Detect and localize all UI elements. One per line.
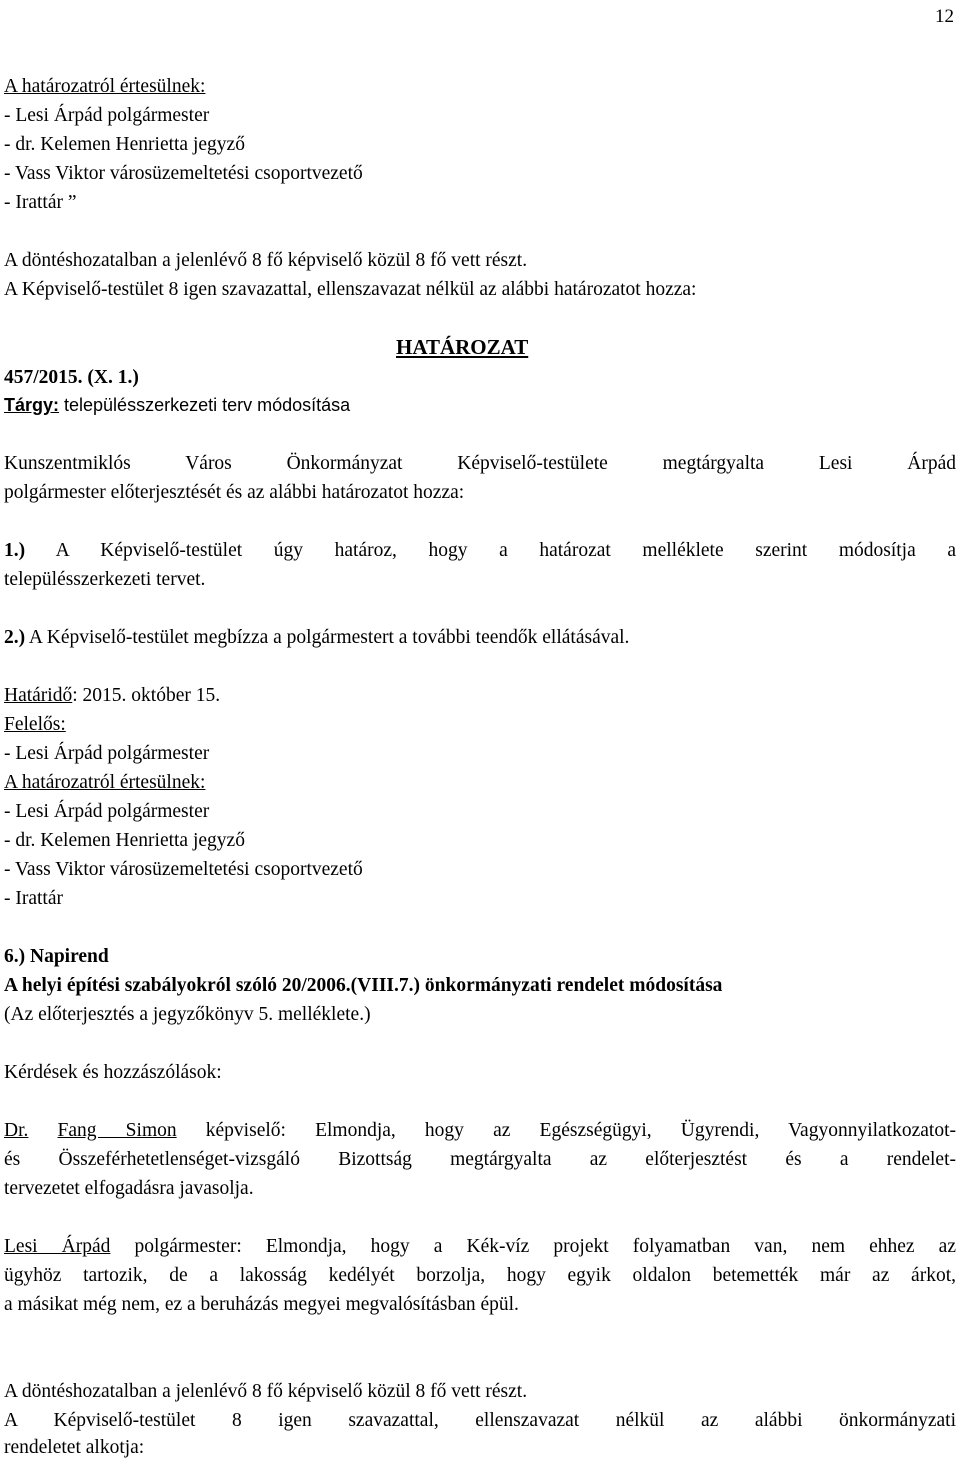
- vote-result-cont: rendeletet alkotja:: [4, 1437, 145, 1458]
- deadline-label: Határidő: [4, 685, 73, 706]
- speaker-1-line: tervezetet elfogadásra javasolja.: [4, 1178, 254, 1199]
- notify-item: - dr. Kelemen Henrietta jegyző: [4, 134, 245, 155]
- subject-text: településszerkezeti terv módosítása: [59, 395, 351, 415]
- notify-heading: A határozatról értesülnek:: [4, 76, 206, 97]
- resolution-intro: Kunszentmiklós Város Önkormányzat Képviselő-testülete megtárgyalta Lesi Árpád: [4, 453, 956, 474]
- vote-participation: A döntéshozatalban a jelenlévő 8 fő képviselő közül 8 fő vett részt.: [4, 1381, 528, 1402]
- resolution-subject: [4, 391, 350, 420]
- notify-item: - dr. Kelemen Henrietta jegyző: [4, 830, 245, 851]
- notify-item: - Vass Viktor városüzemeltetési csoportvezető: [4, 859, 363, 880]
- responsible-label: Felelős:: [4, 714, 66, 735]
- speaker-2-line: Lesi Árpád polgármester: Elmondja, hogy a Kék-víz projekt folyamatban van, nem ehhez az: [4, 1236, 956, 1257]
- resolution-point-1-cont: településszerkezeti tervet.: [4, 569, 206, 590]
- notify-item: - Lesi Árpád polgármester: [4, 801, 210, 822]
- notify-item: - Lesi Árpád polgármester: [4, 105, 210, 126]
- speaker-2-line: ügyhöz tartozik, de a lakosság kedélyét borzolja, hogy egyik oldalon betemették már az árkot,: [4, 1265, 956, 1286]
- resolution-point-2: 2.) A Képviselő-testület megbízza a polgármestert a további teendők ellátásával.: [4, 627, 630, 648]
- responsible-item: - Lesi Árpád polgármester: [4, 743, 210, 764]
- vote-result: A Képviselő-testület 8 igen szavazattal, ellenszavazat nélkül az alábbi határozatot hozza:: [4, 279, 697, 300]
- agenda-number: 6.): [4, 946, 26, 967]
- speaker-2-line: a másikat még nem, ez a beruházás megyei megvalósításban épül.: [4, 1294, 519, 1315]
- resolution-intro: polgármester előterjesztését és az alábbi határozatot hozza:: [4, 482, 465, 503]
- resolution-number: 457/2015. (X. 1.): [4, 367, 139, 388]
- resolution-title: HATÁROZAT: [396, 335, 529, 359]
- agenda-label: Napirend: [25, 946, 109, 967]
- notify-heading: A határozatról értesülnek:: [4, 772, 206, 793]
- speaker-prefix: Dr.: [4, 1120, 29, 1141]
- notify-item: - Irattár ”: [4, 192, 77, 213]
- resolution-point-1: 1.) A Képviselő-testület úgy határoz, hogy a határozat melléklete szerint módosítja a: [4, 540, 956, 561]
- point-number: 1.): [4, 540, 26, 561]
- deadline: [4, 681, 220, 710]
- agenda-title: A helyi építési szabályokról szóló 20/2006.(VIII.7.) önkormányzati rendelet módosítása: [4, 975, 723, 996]
- speaker-name: Fang Simon: [57, 1120, 177, 1141]
- agenda-heading: [4, 942, 109, 971]
- point-number: 2.): [4, 627, 26, 648]
- vote-result: A Képviselő-testület 8 igen szavazattal, ellenszavazat nélkül az alábbi önkormányzati: [4, 1410, 956, 1431]
- page-number: 12: [935, 6, 954, 27]
- speaker-1-line: Dr. Fang Simon képviselő: Elmondja, hogy az Egészségügyi, Ügyrendi, Vagyonnyilatkozatot-: [4, 1120, 956, 1141]
- notify-item: - Irattár: [4, 888, 63, 909]
- vote-participation: A döntéshozatalban a jelenlévő 8 fő képviselő közül 8 fő vett részt.: [4, 250, 528, 271]
- notify-item: - Vass Viktor városüzemeltetési csoportvezető: [4, 163, 363, 184]
- deadline-value: : 2015. október 15.: [72, 685, 221, 706]
- speaker-name: Lesi Árpád: [4, 1236, 111, 1257]
- discussion-heading: Kérdések és hozzászólások:: [4, 1062, 222, 1083]
- agenda-appendix: (Az előterjesztés a jegyzőkönyv 5. melléklete.): [4, 1004, 371, 1025]
- subject-label: Tárgy:: [4, 395, 60, 415]
- speaker-1-line: és Összeférhetetlenséget-vizsgáló Bizottság megtárgyalta az előterjesztést és a rendelet-: [4, 1149, 956, 1170]
